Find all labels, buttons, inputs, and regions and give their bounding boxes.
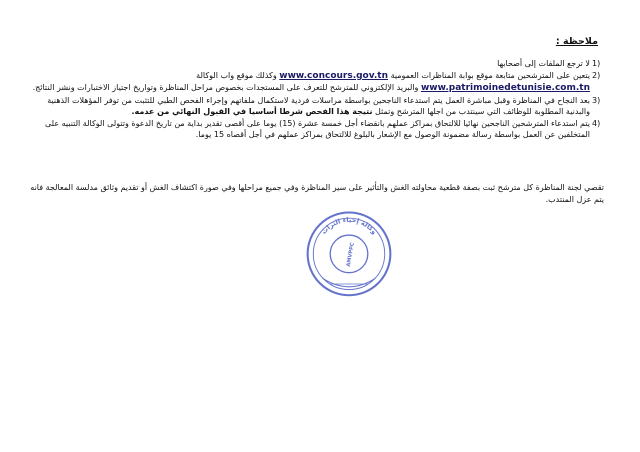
note-text: يتعين على المترشحين متابعة موقع بوابة المناظرات العمومية xyxy=(390,71,590,80)
note-bold-text: نتيجة هذا الفحص شرطا أساسيا في القبول النهائي من عدمه. xyxy=(131,107,373,116)
final-paragraph: تقصي لجنة المناظرة كل مترشح ثبت بصفة قطعية محاولته الغش والتأثير على سير المناظرة وفي جميع مراحلها وفي صورة اكتشاف الغش أو تقديم وثائق مدلسة المعالجة فانه يتم عزل المنتدب. xyxy=(30,183,604,204)
stamp-center-text: AMVPPC xyxy=(345,242,356,268)
patrimoine-link[interactable]: www.patrimoinedetunisie.com.tn xyxy=(420,83,590,93)
note-item-4 xyxy=(28,118,604,140)
note-text: وكذلك موقع واب الوكالة xyxy=(196,71,277,80)
notes-list xyxy=(28,58,604,141)
note-item-3 xyxy=(28,95,604,117)
stamp-top-text: وكالة إحياء التراث xyxy=(319,215,379,236)
note-text: لا ترجع الملفات إلى أصحابها xyxy=(497,59,590,68)
note-item-2 xyxy=(28,70,604,94)
note-text: بعد النجاح في المناظرة وقبل مباشرة العمل يتم استدعاء الناجحين بواسطة مراسلات فردية لاستكمال ملفاتهم وإجراء الفحص الطبي للتثبت من توفر المؤهلات الذهنية والبدنية المطلوبة للوظائف التي سينتدب من اجلها المترشح وتمثل xyxy=(47,96,590,116)
note-item-1 xyxy=(28,58,604,69)
note-number: 3) xyxy=(592,96,601,105)
note-number: 2) xyxy=(592,71,601,80)
note-heading: ملاحظة : xyxy=(555,36,598,47)
note-text: والبريد الإلكتروني للمترشح للتعرف على المستجدات بخصوص مراحل المناظرة وتواريخ اجتياز الاختبارات ونشر النتائج. xyxy=(32,83,419,92)
official-stamp-icon xyxy=(302,205,396,299)
note-number: 4) xyxy=(592,119,601,128)
note-text: يتم استدعاء المترشحين الناجحين نهائيا للالتحاق بمراكز عملهم بانقضاء أجل خمسة عشرة (15) يوما على أقصى تقدير بداية من تاريخ الدعوة وتتولى الوكالة التنبيه على المتخلفين عن العمل بواسطة رسالة مضمونة الوصول مع الإشعار بالبلوغ للالتحاق بمراكز عملهم في أجل أقصاه 15 يوما. xyxy=(45,119,590,139)
note-number: 1) xyxy=(592,59,601,68)
concours-link[interactable]: www.concours.gov.tn xyxy=(279,71,389,81)
